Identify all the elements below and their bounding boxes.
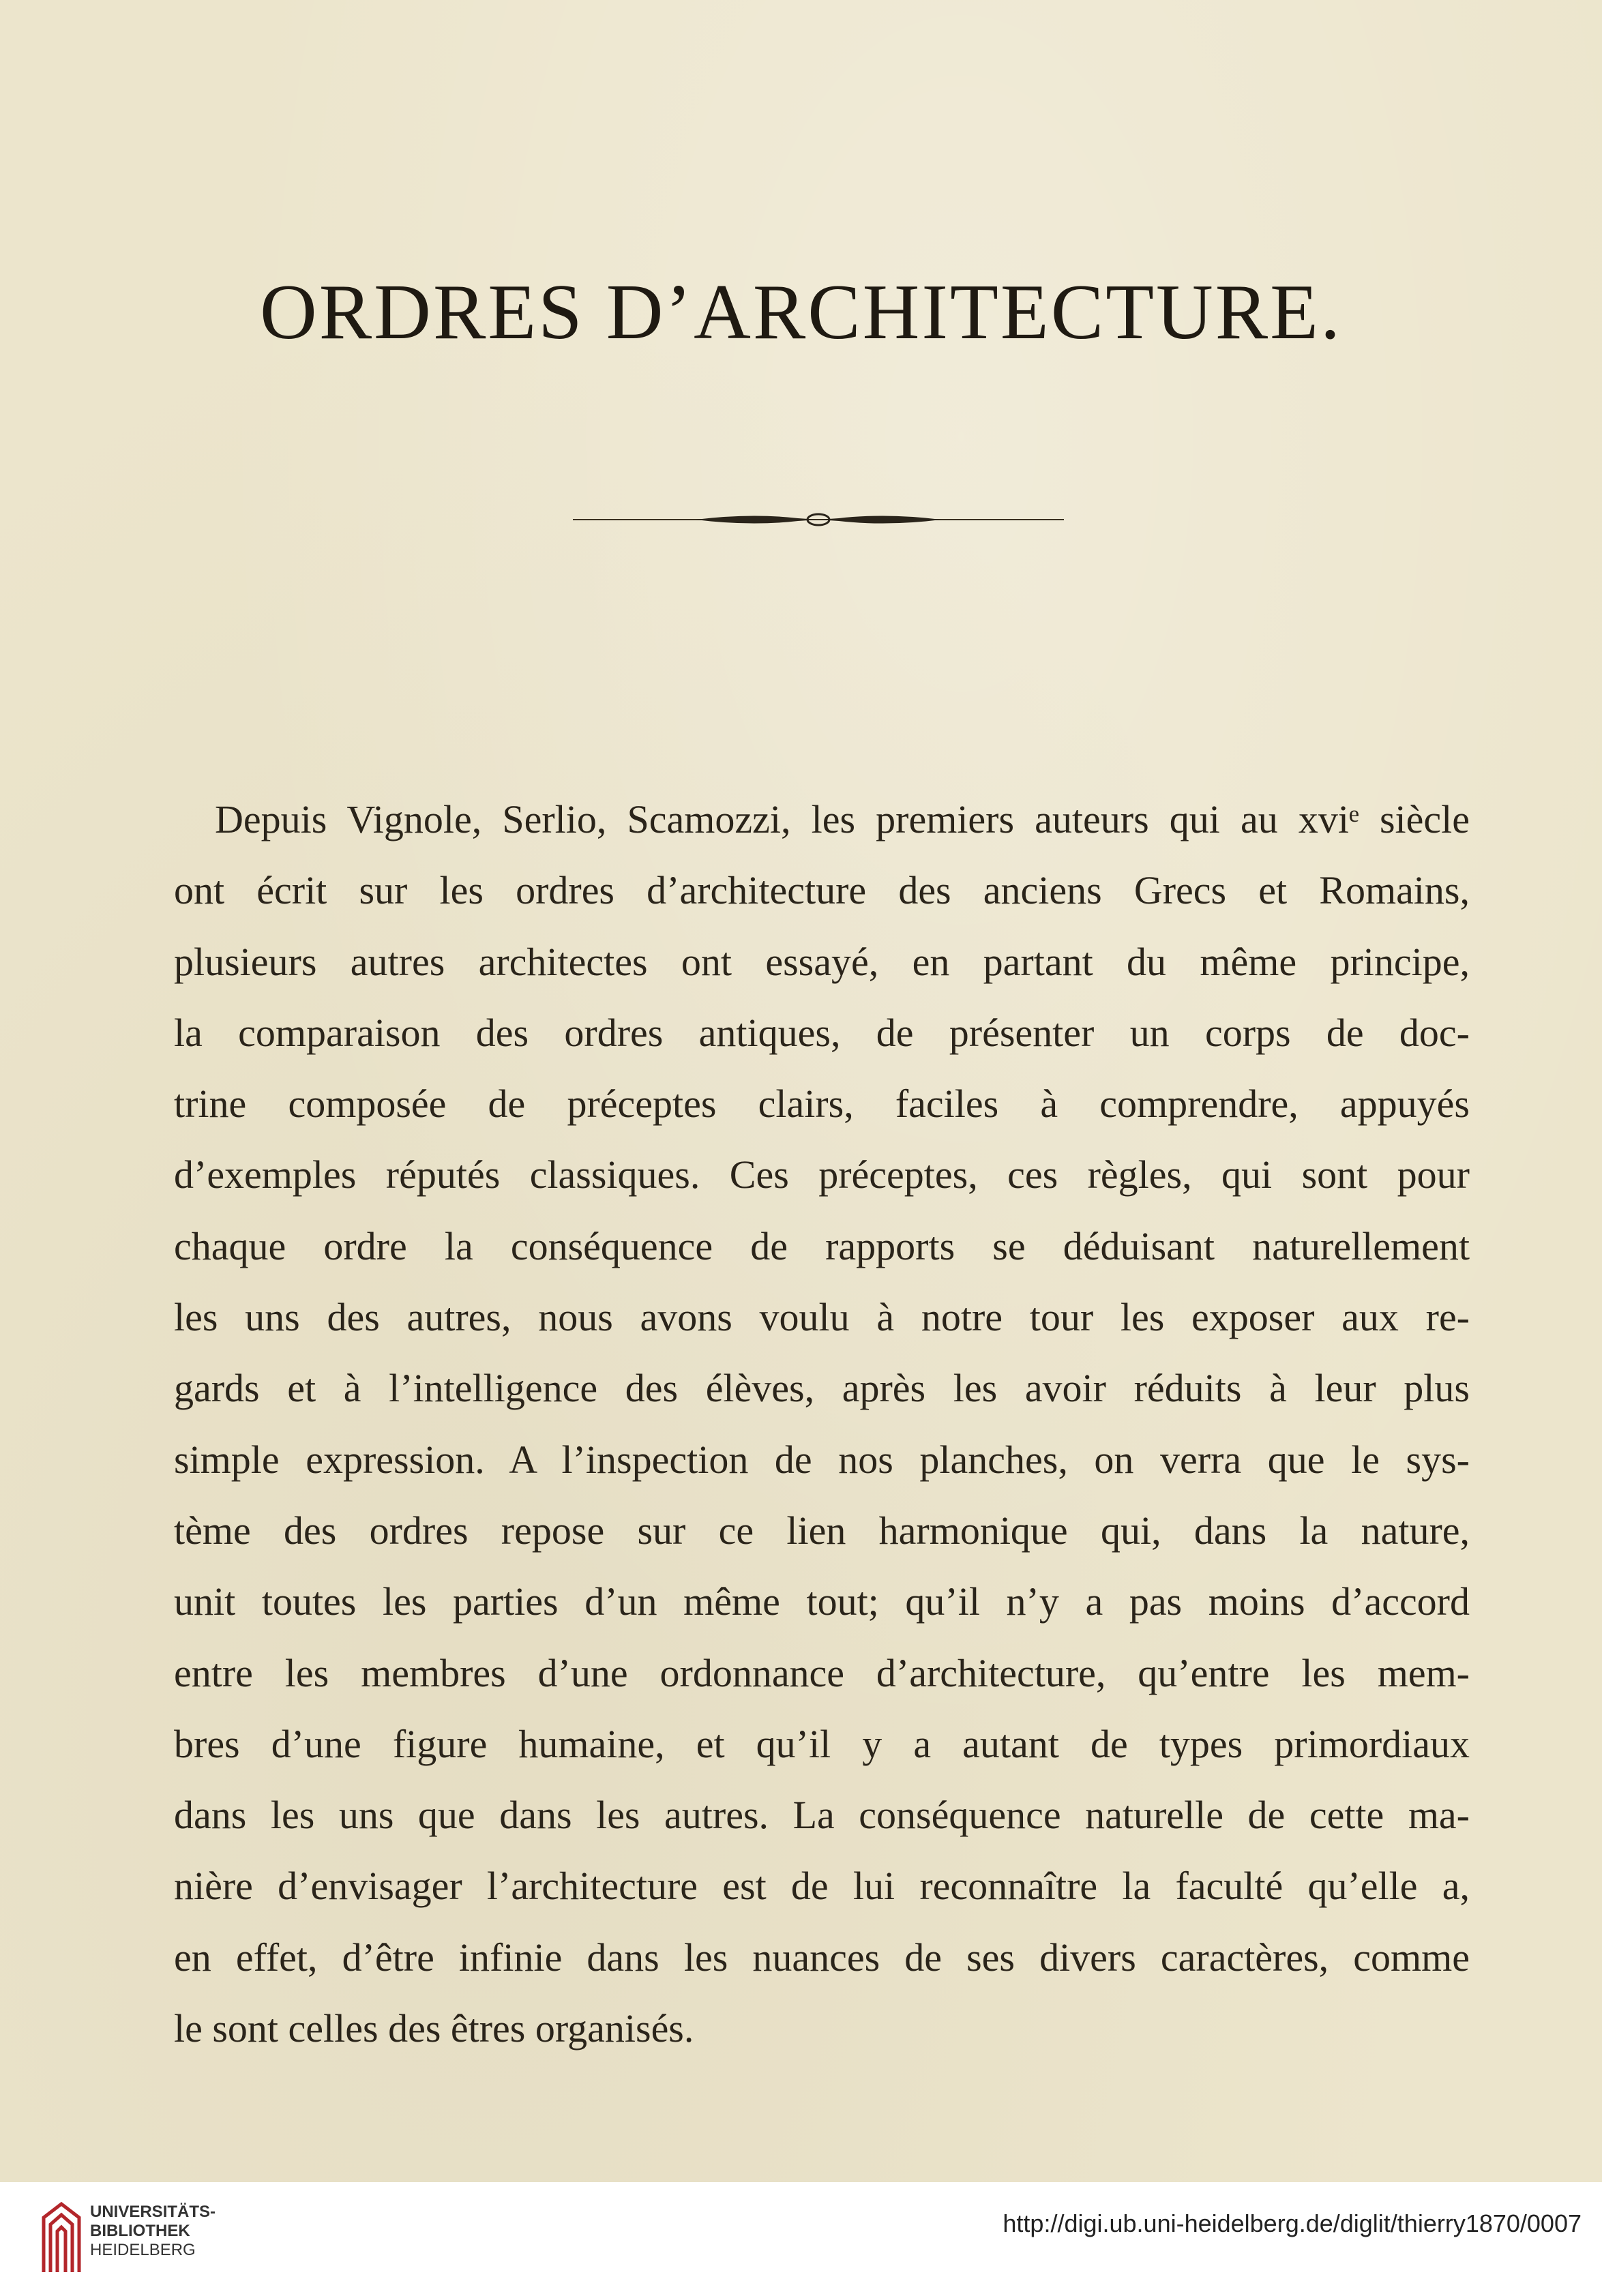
digitization-footer — [0, 2182, 1602, 2296]
text-line: gards et à l’intelligence des élèves, après les avoir réduits à leur plus — [174, 1366, 1470, 1411]
text-line: nière d’envisager l’architecture est de lui reconnaître la faculté qu’elle a, — [174, 1864, 1470, 1909]
ornament-divider-icon — [573, 506, 1064, 533]
show-through-texture — [82, 68, 1514, 818]
text-line: entre les membres d’une ordonnance d’architecture, qu’entre les mem- — [174, 1650, 1470, 1695]
library-name — [90, 2203, 216, 2260]
text-line: d’exemples réputés classiques. Ces préceptes, ces règles, qui sont pour — [174, 1152, 1470, 1197]
text-line: unit toutes les parties d’un même tout; qu’il n’y a pas moins d’accord — [174, 1579, 1470, 1624]
text-line: bres d’une figure humaine, et qu’il y a autant de types primordiaux — [174, 1721, 1470, 1766]
text-line: dans les uns que dans les autres. La conséquence naturelle de cette ma- — [174, 1793, 1470, 1838]
body-paragraph — [174, 784, 1470, 2064]
text-line: tème des ordres repose sur ce lien harmonique qui, dans la nature, — [174, 1508, 1470, 1553]
text-line: la comparaison des ordres antiques, de présenter un corps de doc- — [174, 1010, 1470, 1055]
text-line: le sont celles des êtres organisés. — [174, 2006, 694, 2051]
text-line: en effet, d’être infinie dans les nuances de ses divers caractères, comme — [174, 1935, 1470, 1980]
library-name-line: HEIDELBERG — [90, 2241, 196, 2259]
text-line: simple expression. A l’inspection de nos planches, on verra que le sys- — [174, 1437, 1470, 1482]
text-line: chaque ordre la conséquence de rapports se déduisant naturellement — [174, 1223, 1470, 1268]
text-line: ont écrit sur les ordres d’architecture des anciens Grecs et Romains, — [174, 868, 1470, 913]
library-name-line: UNIVERSITÄTS- — [90, 2203, 216, 2221]
source-url-link[interactable]: http://digi.ub.uni-heidelberg.de/diglit/thierry1870/0007 — [1003, 2209, 1582, 2237]
text-line: Depuis Vignole, Serlio, Scamozzi, les premiers auteurs qui au xviᵉ siècle — [215, 797, 1470, 841]
text-line: plusieurs autres architectes ont essayé, en partant du même principe, — [174, 939, 1470, 984]
text-line: trine composée de préceptes clairs, faciles à comprendre, appuyés — [174, 1082, 1470, 1127]
page-title: ORDRES D’ARCHITECTURE. — [260, 269, 1342, 356]
university-library-logo-icon — [41, 2197, 82, 2279]
text-line: les uns des autres, nous avons voulu à notre tour les exposer aux re- — [174, 1295, 1470, 1340]
library-name-line: BIBLIOTHEK — [90, 2222, 190, 2240]
